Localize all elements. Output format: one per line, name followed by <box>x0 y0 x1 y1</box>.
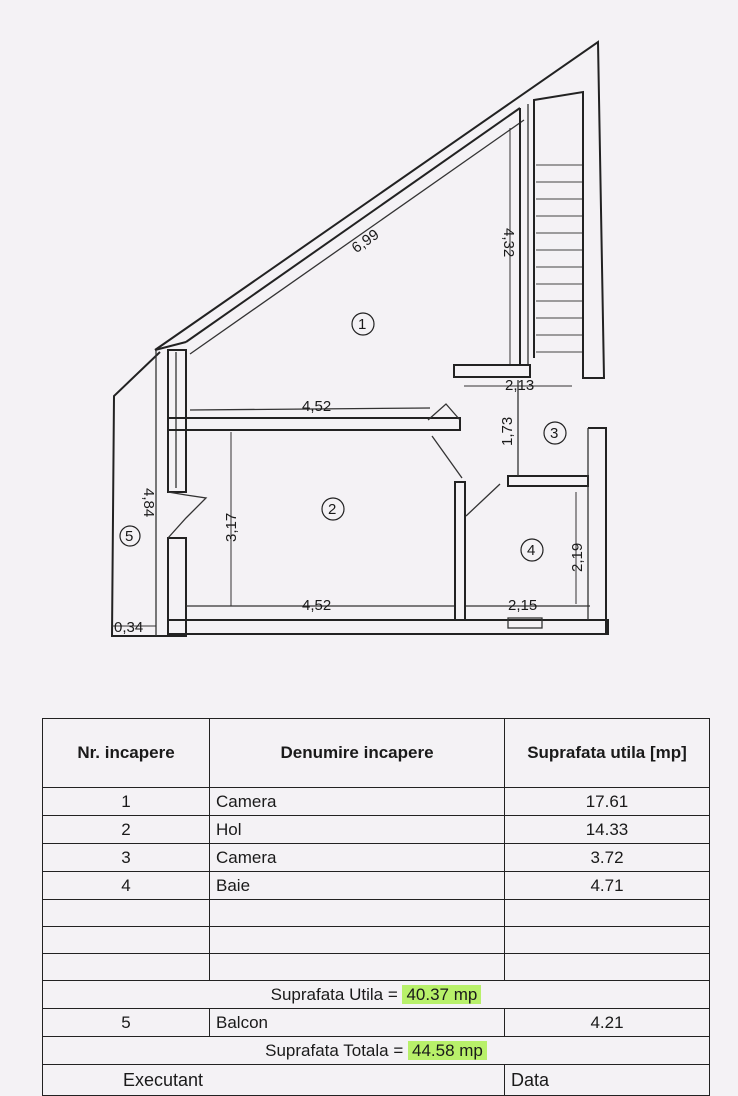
dim-219: 2,19 <box>569 542 586 572</box>
balcony-outline <box>112 352 168 636</box>
table-row: 4 Baie 4.71 <box>43 872 710 900</box>
room-area-table <box>42 718 710 1096</box>
dim-stair-height: 4,32 <box>500 228 517 258</box>
dim-317: 3,17 <box>223 512 240 542</box>
room-label-5 <box>120 526 140 546</box>
totala-label: Suprafata Totala = <box>265 1040 408 1060</box>
dim-diagonal: 6,99 <box>348 226 383 257</box>
svg-text:2: 2 <box>328 501 337 518</box>
table-header-row <box>43 719 710 788</box>
room-label-4 <box>521 539 543 561</box>
data-label: Data <box>505 1065 710 1096</box>
room-label-3 <box>544 422 566 444</box>
inner-diagonal-wall <box>186 108 520 342</box>
utila-value: 40.37 mp <box>402 985 481 1004</box>
dim-484: 4,84 <box>140 488 157 518</box>
empty-row <box>43 954 710 981</box>
dim-213: 2,13 <box>505 377 535 394</box>
table-row: 1 Camera 17.61 <box>43 788 710 816</box>
room-label-2 <box>322 498 344 520</box>
table-row: 2 Hol 14.33 <box>43 816 710 844</box>
dim-173: 1,73 <box>499 416 516 446</box>
dim-wall-bottom: 4,52 <box>302 597 332 614</box>
dim-215: 2,15 <box>508 597 538 614</box>
svg-text:4: 4 <box>527 542 536 559</box>
totala-row <box>43 1037 710 1065</box>
header-area: Suprafata utila [mp] <box>505 719 710 788</box>
room-label-1 <box>352 313 374 335</box>
dim-wall-top: 4,52 <box>302 398 332 415</box>
outer-wall <box>155 42 604 378</box>
totala-value: 44.58 mp <box>408 1041 487 1060</box>
balcon-row: 5 Balcon 4.21 <box>43 1009 710 1037</box>
executant-label: Executant <box>43 1065 505 1096</box>
empty-row <box>43 900 710 927</box>
utila-row <box>43 981 710 1009</box>
stairs <box>536 165 582 352</box>
svg-text:5: 5 <box>125 528 134 545</box>
executant-row <box>43 1065 710 1096</box>
svg-text:3: 3 <box>550 425 559 442</box>
table-row: 3 Camera 3.72 <box>43 844 710 872</box>
empty-row <box>43 927 710 954</box>
utila-label: Suprafata Utila = <box>270 984 403 1004</box>
svg-text:1: 1 <box>358 316 367 333</box>
header-name: Denumire incapere <box>210 719 505 788</box>
header-nr: Nr. incapere <box>43 719 210 788</box>
dim-034: 0,34 <box>114 619 144 636</box>
